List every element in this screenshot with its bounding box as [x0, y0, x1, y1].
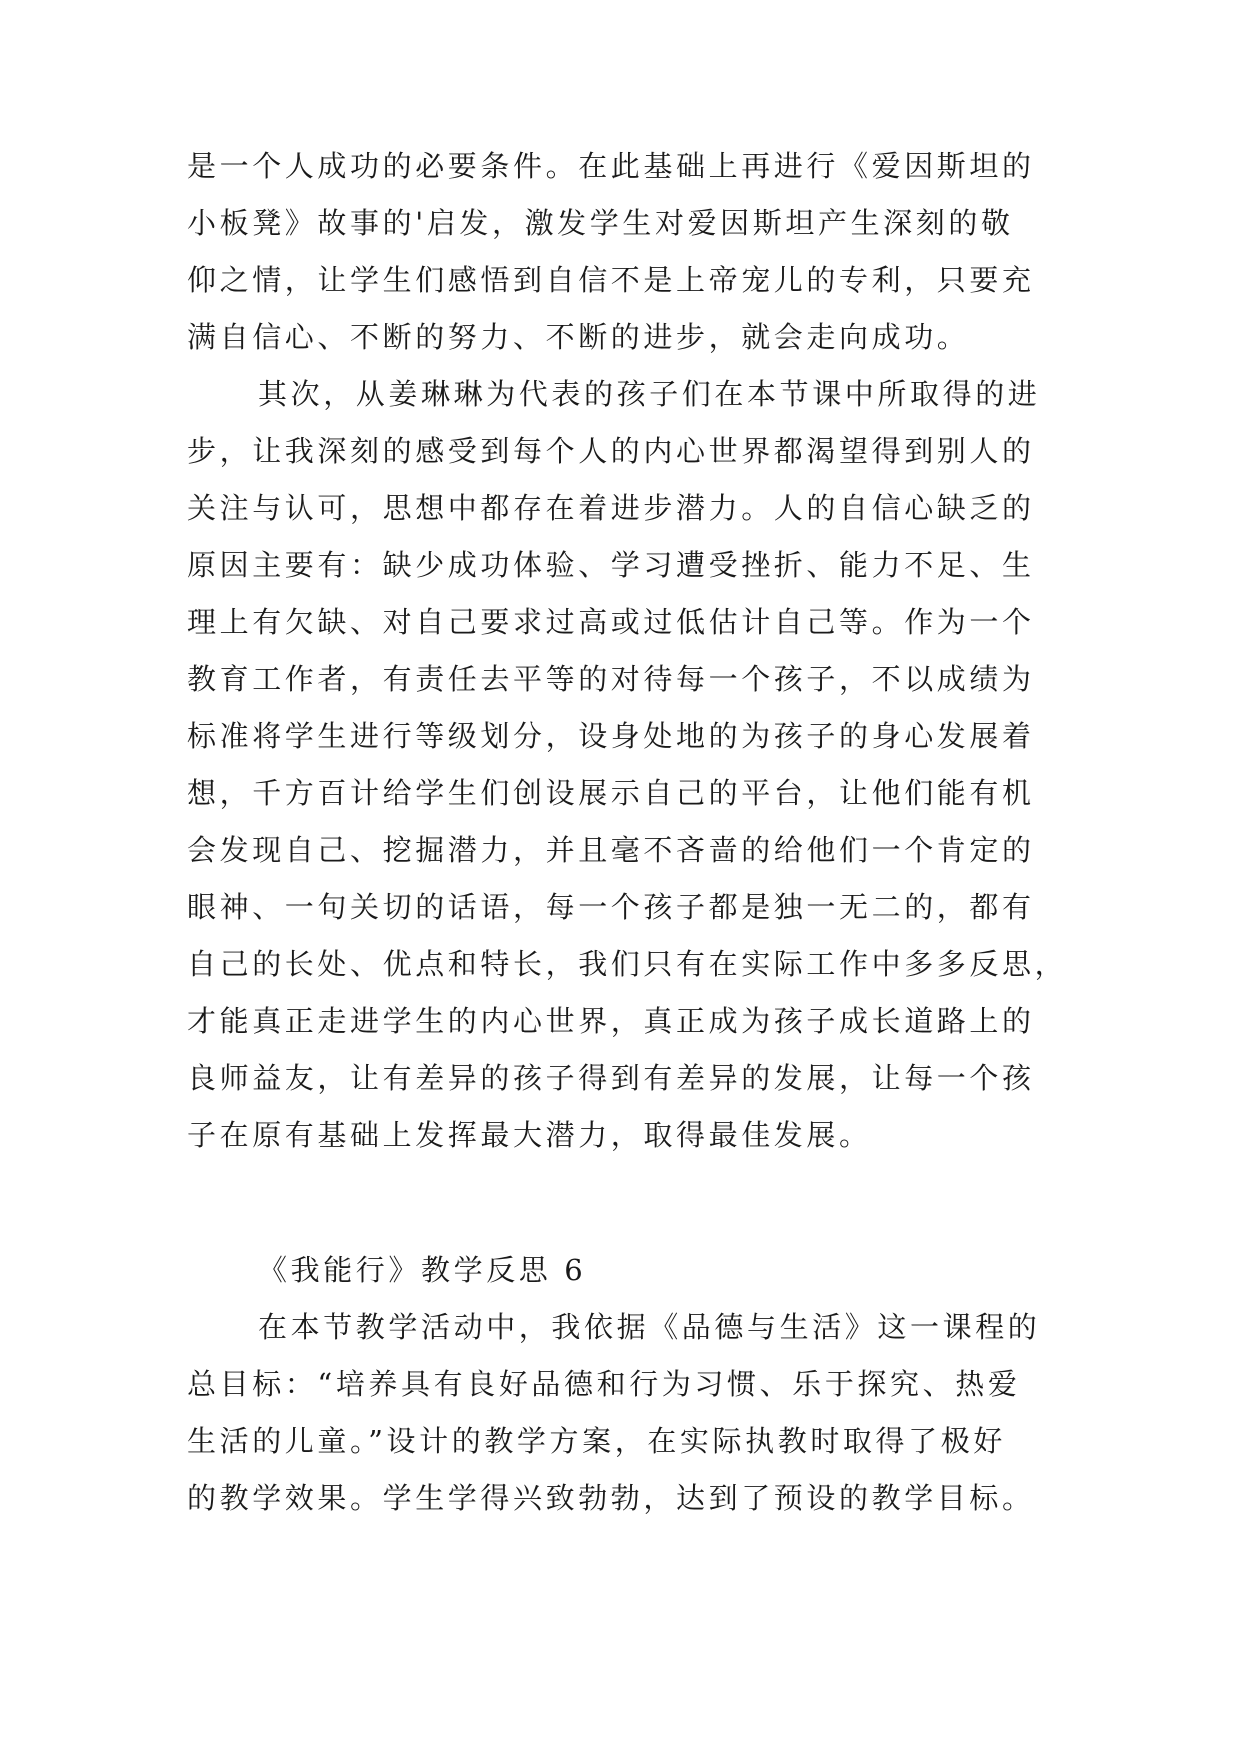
paragraph-line: 是一个人成功的必要条件。在此基础上再进行《爱因斯坦的 [187, 149, 1035, 183]
paragraph-line: 良师益友，让有差异的孩子得到有差异的发展，让每一个孩 [187, 1061, 1035, 1095]
paragraph-line: 总目标：“培养具有良好品德和行为习惯、乐于探究、热爱 [187, 1367, 1021, 1401]
paragraph-line: 步，让我深刻的感受到每个人的内心世界都渴望得到别人的 [187, 434, 1035, 468]
paragraph-line: 其次，从姜琳琳为代表的孩子们在本节课中所取得的进 [258, 377, 1041, 411]
paragraph-line: 理上有欠缺、对自己要求过高或过低估计自己等。作为一个 [187, 605, 1035, 639]
paragraph-line: 子在原有基础上发挥最大潜力，取得最佳发展。 [187, 1118, 872, 1152]
paragraph-line: 自己的长处、优点和特长，我们只有在实际工作中多多反思， [187, 947, 1068, 981]
paragraph-line: 才能真正走进学生的内心世界，真正成为孩子成长道路上的 [187, 1004, 1035, 1038]
paragraph-line: 会发现自己、挖掘潜力，并且毫不吝啬的给他们一个肯定的 [187, 833, 1035, 867]
paragraph-line: 生活的儿童。”设计的教学方案，在实际执教时取得了极好 [187, 1424, 1006, 1458]
paragraph-line: 原因主要有：缺少成功体验、学习遭受挫折、能力不足、生 [187, 548, 1035, 582]
paragraph-line: 在本节教学活动中，我依据《品德与生活》这一课程的 [258, 1310, 1041, 1344]
paragraph-line: 想，千方百计给学生们创设展示自己的平台，让他们能有机 [187, 776, 1035, 810]
paragraph-line: 教育工作者，有责任去平等的对待每一个孩子，不以成绩为 [187, 662, 1035, 696]
paragraph-line: 仰之情，让学生们感悟到自信不是上帝宠儿的专利，只要充 [187, 263, 1035, 297]
paragraph-line: 关注与认可，思想中都存在着进步潜力。人的自信心缺乏的 [187, 491, 1035, 525]
paragraph-line: 的教学效果。学生学得兴致勃勃，达到了预设的教学目标。 [187, 1481, 1035, 1515]
paragraph-line: 小板凳》故事的'启发，激发学生对爱因斯坦产生深刻的敬 [187, 206, 1014, 240]
paragraph-line: 眼神、一句关切的话语，每一个孩子都是独一无二的，都有 [187, 890, 1035, 924]
paragraph-line: 满自信心、不断的努力、不断的进步，就会走向成功。 [187, 320, 970, 354]
paragraph-line: 标准将学生进行等级划分，设身处地的为孩子的身心发展着 [187, 719, 1035, 753]
section-title: 《我能行》教学反思 6 [258, 1253, 587, 1287]
